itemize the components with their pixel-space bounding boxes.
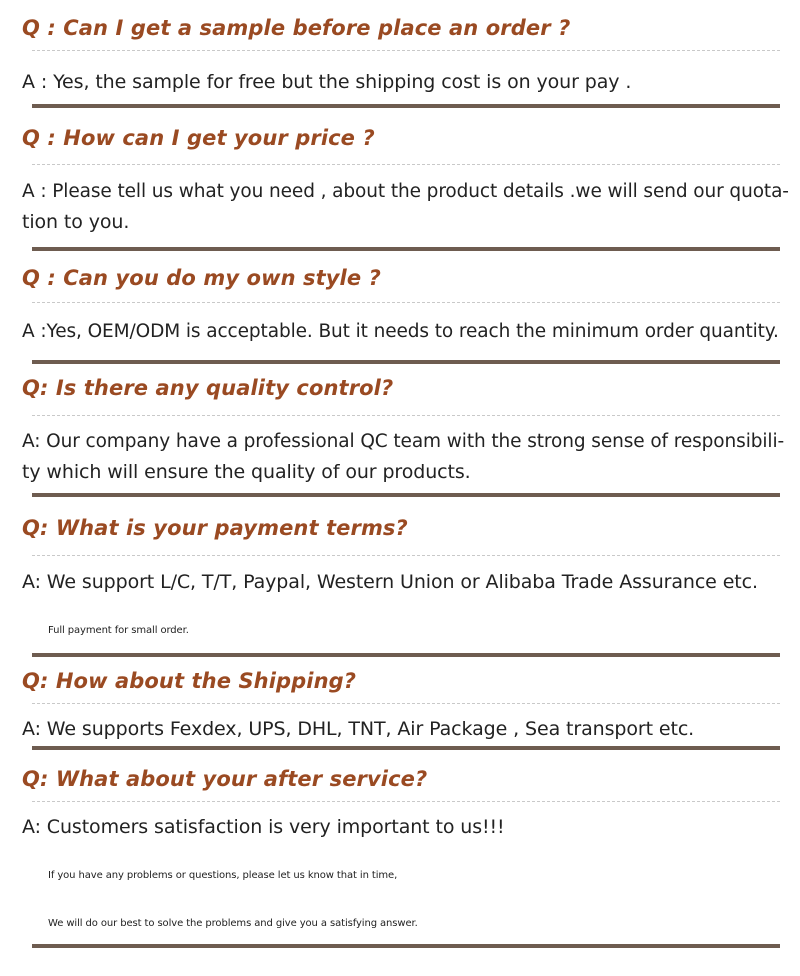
- faq-separator: [32, 746, 780, 750]
- faq-answer-price-line-1: A : Please tell us what you need , about the product details .we will send our quota-: [22, 181, 789, 202]
- faq-answer-after-service-line-1: A: Customers satisfaction is very important to us!!!: [22, 816, 505, 838]
- question-divider: [32, 703, 780, 704]
- faq-answer-own-style: A :Yes, OEM/ODM is acceptable. But it needs to reach the minimum order quantity.: [22, 321, 779, 342]
- faq-separator: [32, 247, 780, 251]
- faq-separator: [32, 944, 780, 948]
- faq-answer-payment-line-2: Full payment for small order.: [48, 625, 189, 636]
- faq-answer-sample: A : Yes, the sample for free but the shipping cost is on your pay .: [22, 71, 632, 93]
- faq-question-payment: Q: What is your payment terms?: [22, 516, 408, 540]
- faq-answer-payment-line-1: A: We support L/C, T/T, Paypal, Western Union or Alibaba Trade Assurance etc.: [22, 571, 758, 593]
- faq-answer-after-service-line-3: We will do our best to solve the problems and give you a satisfying answer.: [48, 918, 418, 929]
- faq-question-quality-control: Q: Is there any quality control?: [22, 376, 394, 400]
- question-divider: [32, 415, 780, 416]
- question-divider: [32, 302, 780, 303]
- faq-question-sample: Q : Can I get a sample before place an order ?: [22, 16, 571, 40]
- faq-separator: [32, 104, 780, 108]
- question-divider: [32, 801, 780, 802]
- faq-answer-shipping: A: We supports Fexdex, UPS, DHL, TNT, Air Package , Sea transport etc.: [22, 718, 695, 740]
- faq-question-own-style: Q : Can you do my own style ?: [22, 266, 381, 290]
- question-divider: [32, 555, 780, 556]
- faq-answer-quality-line-1: A: Our company have a professional QC team with the strong sense of responsibili-: [22, 431, 785, 452]
- faq-question-shipping: Q: How about the Shipping?: [22, 669, 357, 693]
- question-divider: [32, 50, 780, 51]
- faq-separator: [32, 360, 780, 364]
- faq-question-after-service: Q: What about your after service?: [22, 767, 428, 791]
- faq-answer-after-service-line-2: If you have any problems or questions, please let us know that in time,: [48, 870, 398, 881]
- question-divider: [32, 164, 780, 165]
- faq-answer-price-line-2: tion to you.: [22, 211, 130, 233]
- faq-answer-quality-line-2: ty which will ensure the quality of our products.: [22, 461, 471, 483]
- faq-question-price: Q : How can I get your price ?: [22, 126, 375, 150]
- faq-separator: [32, 493, 780, 497]
- faq-separator: [32, 653, 780, 657]
